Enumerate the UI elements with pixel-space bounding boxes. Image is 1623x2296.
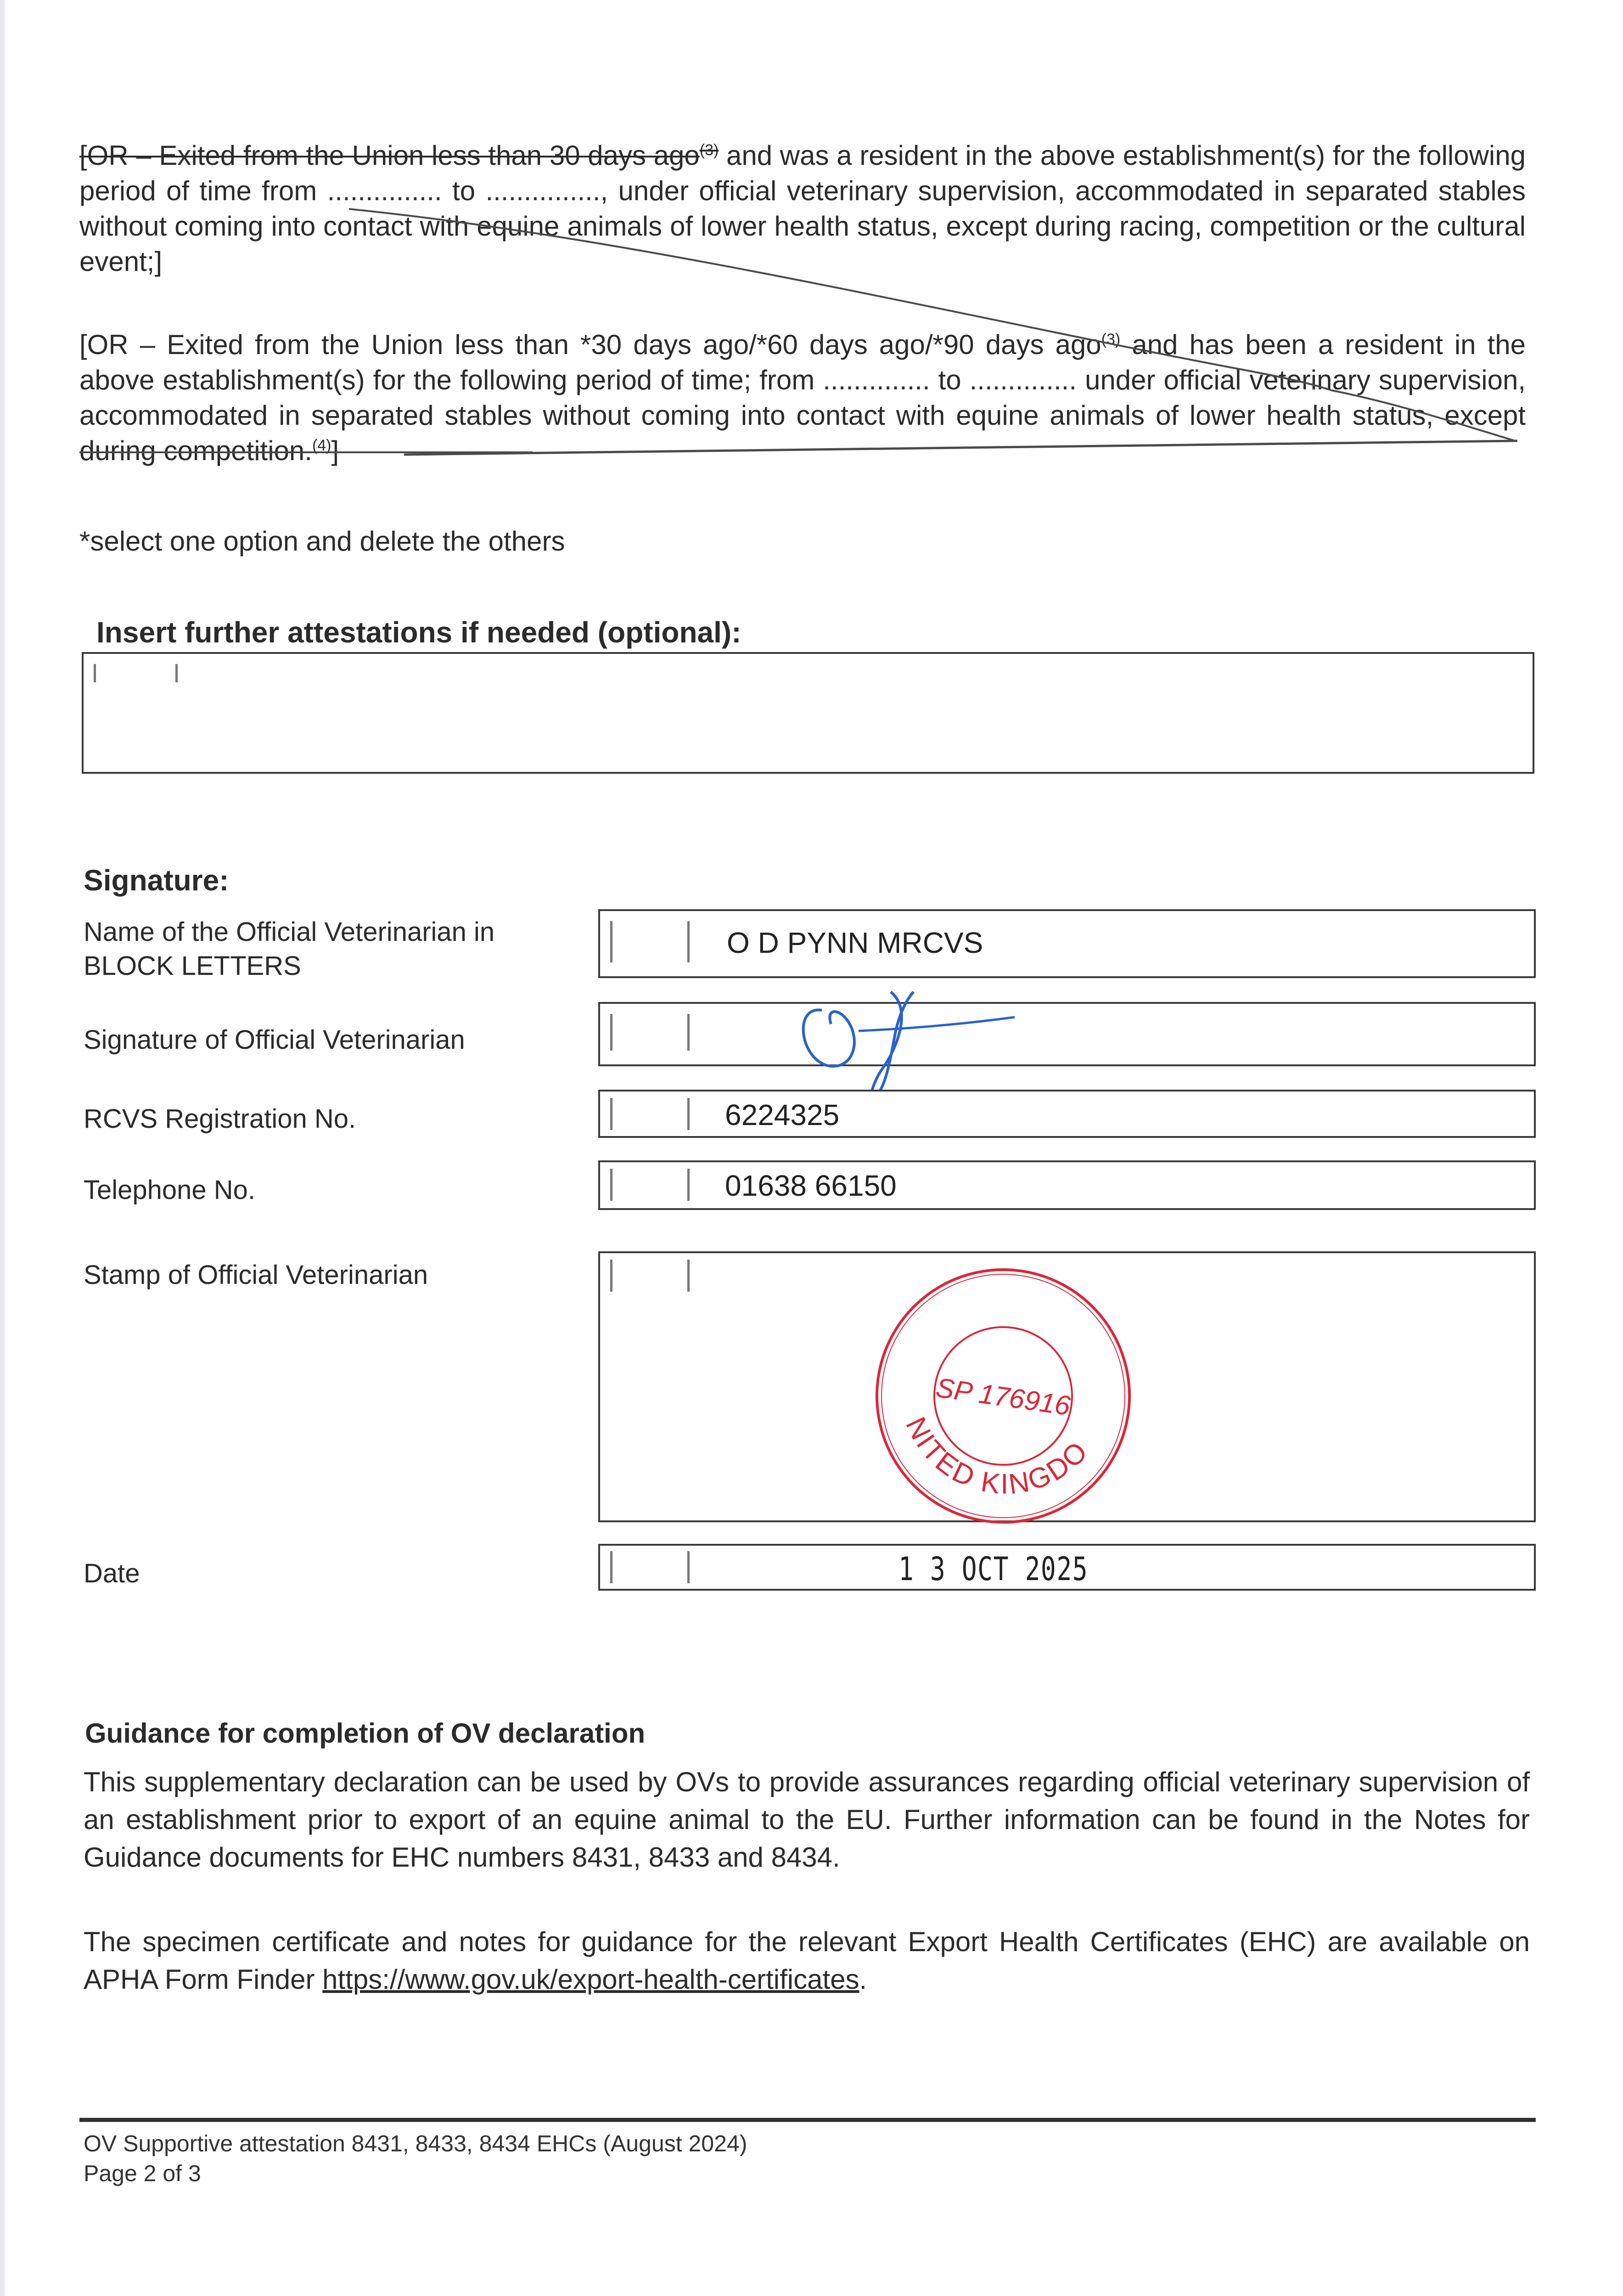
paragraph-text: and was a resident in the above establishment(s) for the following period of time from ............... to ..............., under official veterinary supervision, accommodated in separated stables without coming into contact with equine animals of lower health status, except during racing, competition or the cultural event;] bbox=[79, 140, 1526, 277]
horizontal-deletion-line bbox=[404, 441, 1517, 455]
field-tick bbox=[687, 1169, 690, 1201]
rcvs-label: RCVS Registration No. bbox=[84, 1104, 356, 1134]
stamp-label: Stamp of Official Veterinarian bbox=[84, 1260, 428, 1290]
name-field[interactable] bbox=[598, 909, 1536, 978]
field-tick bbox=[687, 921, 690, 962]
field-tick bbox=[175, 664, 178, 682]
guidance-text: The specimen certificate and notes for guidance for the relevant Export Health Certificates (EHC) are available on APHA Form Finder bbox=[84, 1926, 1530, 1995]
footnote-ref: (3) bbox=[699, 141, 719, 159]
field-tick bbox=[687, 1014, 690, 1051]
signature-heading: Signature: bbox=[84, 864, 229, 897]
field-tick bbox=[687, 1098, 690, 1130]
field-tick bbox=[610, 1260, 612, 1292]
footer-title: OV Supportive attestation 8431, 8433, 8434 EHCs (August 2024) bbox=[84, 2131, 747, 2156]
footer-rule bbox=[79, 2118, 1536, 2122]
rcvs-value: 6224325 bbox=[725, 1098, 840, 1131]
diagonal-deletion-line bbox=[349, 209, 1515, 441]
guidance-heading: Guidance for completion of OV declaration bbox=[85, 1718, 646, 1749]
footnote-ref: (3) bbox=[1101, 331, 1121, 348]
telephone-label: Telephone No. bbox=[84, 1175, 256, 1205]
stamp-center-text: SP 176916 bbox=[934, 1372, 1073, 1422]
rcvs-field[interactable] bbox=[598, 1090, 1536, 1138]
date-field[interactable] bbox=[598, 1544, 1536, 1591]
date-label: Date bbox=[84, 1559, 140, 1588]
page-number: Page 2 of 3 bbox=[84, 2161, 201, 2186]
select-note: *select one option and delete the others bbox=[79, 526, 565, 557]
stamp-field[interactable] bbox=[598, 1251, 1536, 1522]
form-finder-link[interactable]: https://www.gov.uk/export-health-certificates bbox=[322, 1964, 859, 1995]
field-tick bbox=[610, 1169, 612, 1201]
further-attestations-field[interactable] bbox=[82, 652, 1534, 774]
name-value: O D PYNN MRCVS bbox=[727, 926, 983, 959]
field-tick bbox=[610, 1014, 612, 1051]
paragraph-text: [OR – Exited from the Union less than *30 days ago/*60 days ago/*90 days ago bbox=[79, 329, 1101, 360]
guidance-paragraph-1: This supplementary declaration can be used by OVs to provide assurances regarding official veterinary supervision of an establishment prior to export of an equine animal to the EU. Further information can be found in the Notes for Guidance documents for EHC numbers 8431, 8433 and 8434. bbox=[84, 1767, 1530, 1873]
deletion-lines bbox=[0, 0, 1623, 505]
field-tick bbox=[610, 1098, 612, 1130]
field-tick bbox=[94, 664, 96, 682]
closing-bracket: ] bbox=[331, 435, 339, 466]
field-tick bbox=[687, 1260, 690, 1292]
paragraph-text-2: and has been a resident in the above establishment(s) for the following period of time; from .............. to .............. under official veterinary supervision, accommodated in separated stables without coming into contact with equine animals of lower health status, except during competition. bbox=[79, 329, 1526, 466]
guidance-paragraph-2 bbox=[84, 1923, 1530, 1998]
stamp-bottom-text: UNITED KINGDOM bbox=[899, 1412, 1095, 1501]
date-value: 1 3 OCT 2025 bbox=[899, 1550, 1089, 1588]
signature-label: Signature of Official Veterinarian bbox=[84, 1025, 465, 1055]
further-attestations-heading: Insert further attestations if needed (optional): bbox=[96, 616, 741, 649]
name-label: Name of the Official Veterinarian in BLOCK LETTERS bbox=[84, 917, 495, 981]
guidance-text-end: . bbox=[859, 1964, 867, 1995]
field-tick bbox=[610, 921, 612, 962]
signature-field[interactable] bbox=[598, 1002, 1536, 1066]
footnote-ref-2: (4) bbox=[312, 437, 331, 454]
telephone-value: 01638 66150 bbox=[725, 1169, 897, 1202]
telephone-field[interactable] bbox=[598, 1160, 1536, 1210]
struck-text: [OR – Exited from the Union less than 30 days ago bbox=[79, 140, 700, 171]
field-tick bbox=[687, 1551, 690, 1583]
field-tick bbox=[610, 1551, 612, 1583]
